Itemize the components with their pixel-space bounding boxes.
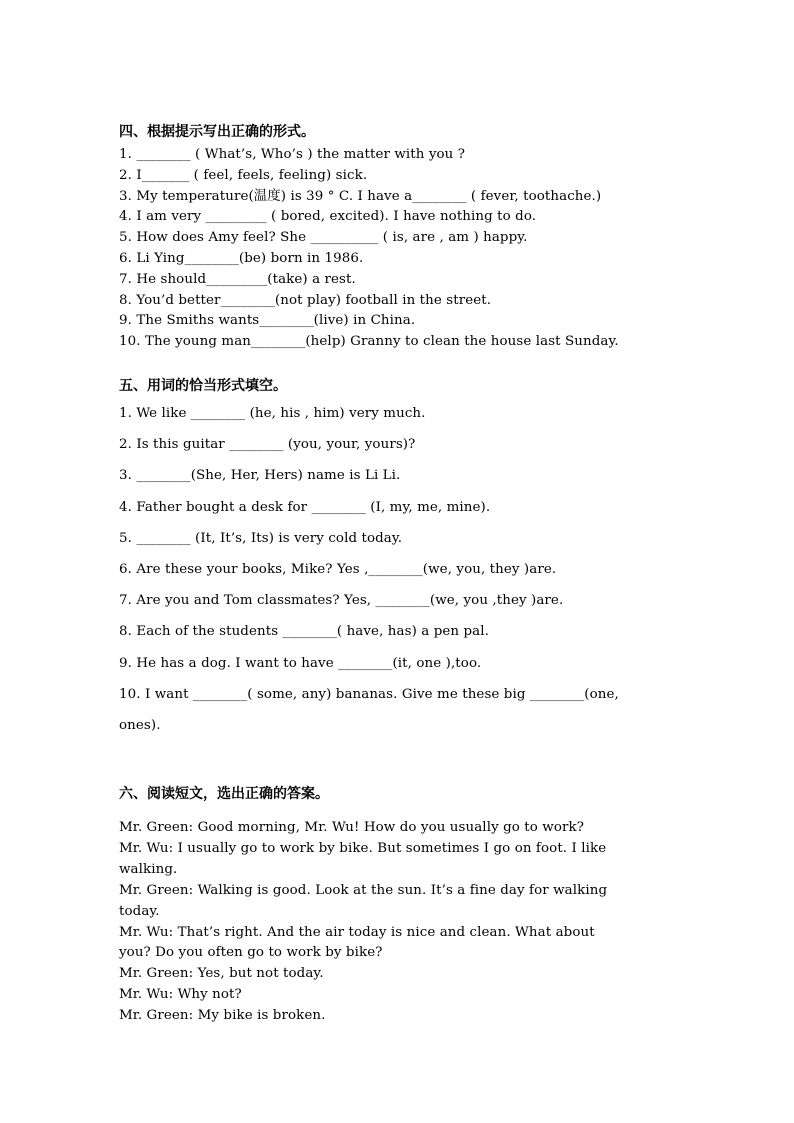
exercise-item: 3. My temperature(温度) is 39 ° C. I have a________ ( fever, toothache.) [119,188,602,204]
section-word-forms [119,376,679,741]
exercise-item: 2. Is this guitar ________ (you, your, yours)? [119,437,416,453]
exercise-item: 4. I am very _________ ( bored, excited). I have nothing to do. [119,209,537,225]
section-heading: 六、阅读短文，选出正确的答案。 [119,786,329,802]
dialogue-line: today. [119,903,160,919]
dialogue-line: walking. [119,861,178,877]
dialogue-line: you? Do you often go to work by bike? [119,945,383,961]
exercise-item: 10. The young man________(help) Granny to clean the house last Sunday. [119,334,619,350]
exercise-item: 9. He has a dog. I want to have ________(it, one ),too. [119,655,482,671]
exercise-item: 3. ________(She, Her, Hers) name is Li Li. [119,468,401,484]
exercise-item: 5. How does Amy feel? She __________ ( is, are , am ) happy. [119,230,528,246]
section-heading: 五、用词的恰当形式填空。 [119,378,287,394]
exercise-item: 8. You’d better________(not play) football in the street. [119,292,492,308]
exercise-item: 1. We like ________ (he, his , him) very much. [119,406,426,421]
section-heading: 四、根据提示写出正确的形式。 [119,124,315,140]
exercise-item: 6. Li Ying________(be) born in 1986. [119,250,364,266]
exercise-item: 1. ________ ( What’s, Who’s ) the matter with you ? [119,147,466,162]
dialogue-line: Mr. Green: My bike is broken. [119,1008,326,1024]
exercise-item: 7. He should_________(take) a rest. [119,271,356,287]
exercise-item: 2. I_______ ( feel, feels, feeling) sick. [119,167,368,183]
section-verb-forms [119,122,679,353]
exercise-item: 8. Each of the students ________( have, has) a pen pal. [119,624,489,640]
dialogue-line: Mr. Wu: Why not? [119,987,242,1003]
exercise-item: 4. Father bought a desk for ________ (I, my, me, mine). [119,499,491,515]
exercise-item: 10. I want ________( some, any) bananas. Give me these big ________(one, [119,686,619,702]
exercise-item: 9. The Smiths wants________(live) in China. [119,313,416,329]
exercise-item: 5. ________ (It, It’s, Its) is very cold today. [119,530,403,546]
exercise-item: 7. Are you and Tom classmates? Yes, ________(we, you ,they )are. [119,593,564,609]
dialogue-line: Mr. Wu: I usually go to work by bike. But sometimes I go on foot. I like [119,840,607,856]
exercise-item-continuation: ones). [119,718,161,734]
dialogue-line: Mr. Wu: That’s right. And the air today is nice and clean. What about [119,924,595,940]
dialogue-line: Mr. Green: Yes, but not today. [119,966,324,982]
dialogue-line: Mr. Green: Walking is good. Look at the sun. It’s a fine day for walking [119,882,608,898]
section-reading [119,784,679,1027]
dialogue-line: Mr. Green: Good morning, Mr. Wu! How do you usually go to work? [119,820,585,835]
exercise-item: 6. Are these your books, Mike? Yes ,________(we, you, they )are. [119,562,557,578]
